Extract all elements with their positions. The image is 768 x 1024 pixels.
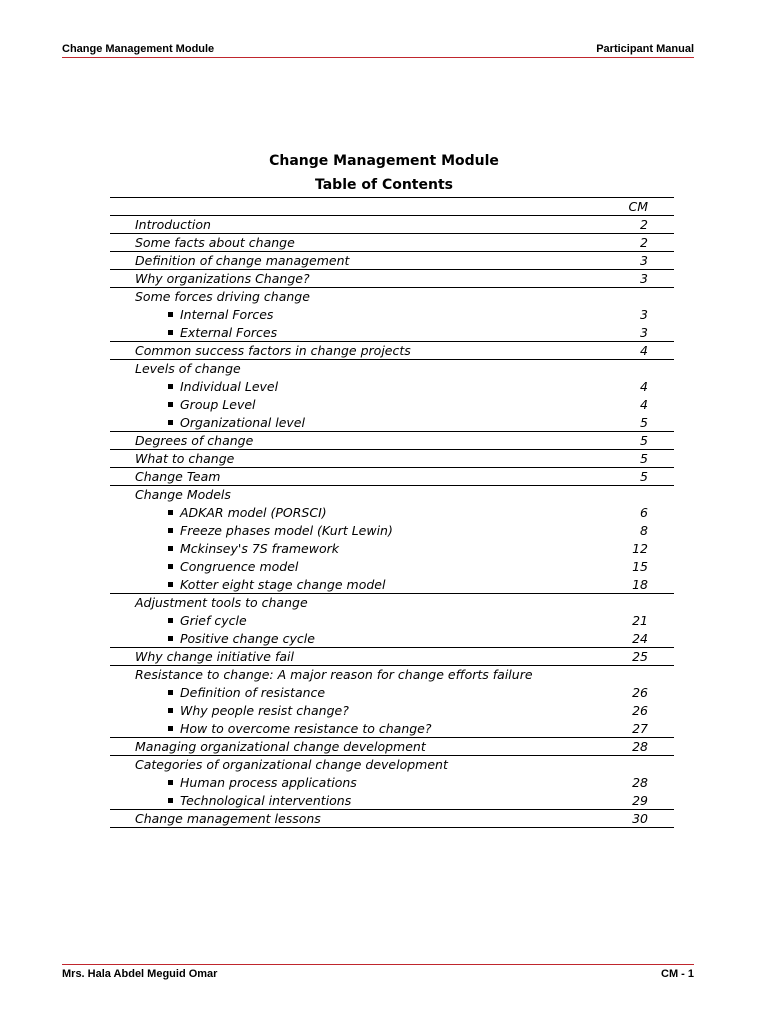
toc-entry	[110, 684, 674, 702]
toc-entry	[110, 594, 674, 612]
square-bullet-icon	[168, 780, 173, 785]
toc-entry	[110, 720, 674, 738]
square-bullet-icon	[168, 546, 173, 551]
toc-entry-page: 6	[640, 505, 648, 520]
toc-entry-page: 26	[632, 685, 648, 700]
toc-entry	[110, 252, 674, 270]
toc-entry-label: Internal Forces	[180, 307, 274, 322]
toc-entry-page: 3	[640, 253, 648, 268]
square-bullet-icon	[168, 690, 173, 695]
toc-entry	[110, 792, 674, 810]
square-bullet-icon	[168, 312, 173, 317]
square-bullet-icon	[168, 618, 173, 623]
toc-entry	[110, 666, 674, 684]
toc-entry	[110, 216, 674, 234]
footer-author: Mrs. Hala Abdel Meguid Omar	[62, 968, 218, 980]
toc-entry	[110, 540, 674, 558]
toc-entry	[110, 324, 674, 342]
toc-entry	[110, 234, 674, 252]
toc-entry-page: 2	[640, 217, 648, 232]
toc-entry-page: 18	[632, 577, 648, 592]
toc-entry-page: 24	[632, 631, 648, 646]
toc-entry	[110, 378, 674, 396]
toc-entry-page: 5	[640, 469, 648, 484]
header-module-name: Change Management Module	[62, 43, 215, 55]
toc-entry	[110, 630, 674, 648]
toc-entry-label: How to overcome resistance to change?	[180, 721, 432, 736]
toc-entry-label: Resistance to change: A major reason for change efforts failure	[135, 667, 533, 682]
toc-entry	[110, 702, 674, 720]
toc-entry-page: 5	[640, 433, 648, 448]
toc-page-column-header: CM	[628, 199, 648, 214]
toc-entry-page: 29	[632, 793, 648, 808]
toc-entry-label: Group Level	[180, 397, 256, 412]
square-bullet-icon	[168, 510, 173, 515]
toc-entry	[110, 432, 674, 450]
toc-entry-label: Organizational level	[180, 415, 305, 430]
toc-entry-label: External Forces	[180, 325, 278, 340]
square-bullet-icon	[168, 582, 173, 587]
toc-entry-label: Levels of change	[135, 361, 241, 376]
toc-entry	[110, 522, 674, 540]
toc-entry-label: Definition of resistance	[180, 685, 326, 700]
toc-entry-page: 3	[640, 325, 648, 340]
toc-entry-label: Managing organizational change development	[135, 739, 426, 754]
toc-entry	[110, 414, 674, 432]
toc-entry	[110, 648, 674, 666]
toc-entry-page: 30	[632, 811, 648, 826]
toc-entry-label: Some forces driving change	[135, 289, 310, 304]
toc-entry-page: 28	[632, 739, 648, 754]
document-subtitle: Table of Contents	[314, 177, 453, 193]
toc-entry-label: Human process applications	[180, 775, 357, 790]
toc-entry	[110, 468, 674, 486]
toc-entry-page: 4	[640, 343, 648, 358]
toc-entry-page: 12	[632, 541, 648, 556]
toc-entry	[110, 558, 674, 576]
square-bullet-icon	[168, 636, 173, 641]
toc-entry-label: Mckinsey's 7S framework	[180, 541, 339, 556]
toc-entry-label: Introduction	[135, 217, 211, 232]
toc-entry	[110, 270, 674, 288]
toc-entry-label: Positive change cycle	[180, 631, 315, 646]
toc-entry-page: 4	[640, 397, 648, 412]
square-bullet-icon	[168, 384, 173, 389]
toc-entry-label: Freeze phases model (Kurt Lewin)	[180, 523, 393, 538]
toc-entry-page: 4	[640, 379, 648, 394]
toc-entry-label: Common success factors in change projects	[135, 343, 411, 358]
toc-entry	[110, 396, 674, 414]
toc-entry-page: 8	[640, 523, 648, 538]
toc-entry-page: 26	[632, 703, 648, 718]
toc-entry-label: Why people resist change?	[180, 703, 349, 718]
square-bullet-icon	[168, 798, 173, 803]
toc-entry	[110, 504, 674, 522]
toc-entry	[110, 576, 674, 594]
toc-entry	[110, 306, 674, 324]
toc-entry-label: Adjustment tools to change	[135, 595, 308, 610]
footer-page-number: CM - 1	[661, 968, 694, 980]
toc-entry-label: Categories of organizational change development	[135, 757, 448, 772]
toc-entry-label: Definition of change management	[135, 253, 350, 268]
toc-entry-label: Degrees of change	[135, 433, 254, 448]
toc-entry-page: 3	[640, 271, 648, 286]
toc-entry	[110, 288, 674, 306]
toc-entry-page: 5	[640, 451, 648, 466]
toc-entry	[110, 450, 674, 468]
toc-entry-page: 28	[632, 775, 648, 790]
toc-entry-label: Why organizations Change?	[135, 271, 310, 286]
document-title: Change Management Module	[269, 153, 499, 169]
toc-entry-page: 21	[632, 613, 648, 628]
toc-entry-label: Grief cycle	[180, 613, 247, 628]
toc-entry-label: Change Models	[135, 487, 231, 502]
toc-entry-label: Kotter eight stage change model	[180, 577, 386, 592]
toc-entry-label: Congruence model	[180, 559, 299, 574]
toc-entry-label: Individual Level	[180, 379, 279, 394]
toc-entry-page: 5	[640, 415, 648, 430]
toc-entry	[110, 486, 674, 504]
toc-entry	[110, 738, 674, 756]
toc-entry-page: 2	[640, 235, 648, 250]
toc-entry	[110, 612, 674, 630]
toc-entry-page: 25	[632, 649, 648, 664]
toc-entry-label: Change Team	[135, 469, 221, 484]
page-footer	[62, 964, 694, 983]
toc-entry-label: Some facts about change	[135, 235, 295, 250]
toc-entry-label: ADKAR model (PORSCI)	[180, 505, 327, 520]
toc-entry-label: What to change	[135, 451, 235, 466]
toc-entry	[110, 774, 674, 792]
page-header	[62, 41, 694, 58]
square-bullet-icon	[168, 330, 173, 335]
square-bullet-icon	[168, 564, 173, 569]
toc-entry	[110, 810, 674, 828]
square-bullet-icon	[168, 726, 173, 731]
toc-entry-label: Technological interventions	[180, 793, 352, 808]
square-bullet-icon	[168, 708, 173, 713]
toc-entry	[110, 756, 674, 774]
toc-entry	[110, 342, 674, 360]
square-bullet-icon	[168, 402, 173, 407]
header-manual-name: Participant Manual	[596, 43, 694, 55]
toc-entry-label: Why change initiative fail	[135, 649, 294, 664]
toc-entry	[110, 360, 674, 378]
toc-header-row	[110, 198, 674, 216]
toc-entry-page: 15	[632, 559, 648, 574]
toc-entry-page: 3	[640, 307, 648, 322]
toc-entry-page: 27	[632, 721, 648, 736]
square-bullet-icon	[168, 420, 173, 425]
toc-entry-label: Change management lessons	[135, 811, 321, 826]
table-of-contents	[110, 197, 674, 828]
square-bullet-icon	[168, 528, 173, 533]
